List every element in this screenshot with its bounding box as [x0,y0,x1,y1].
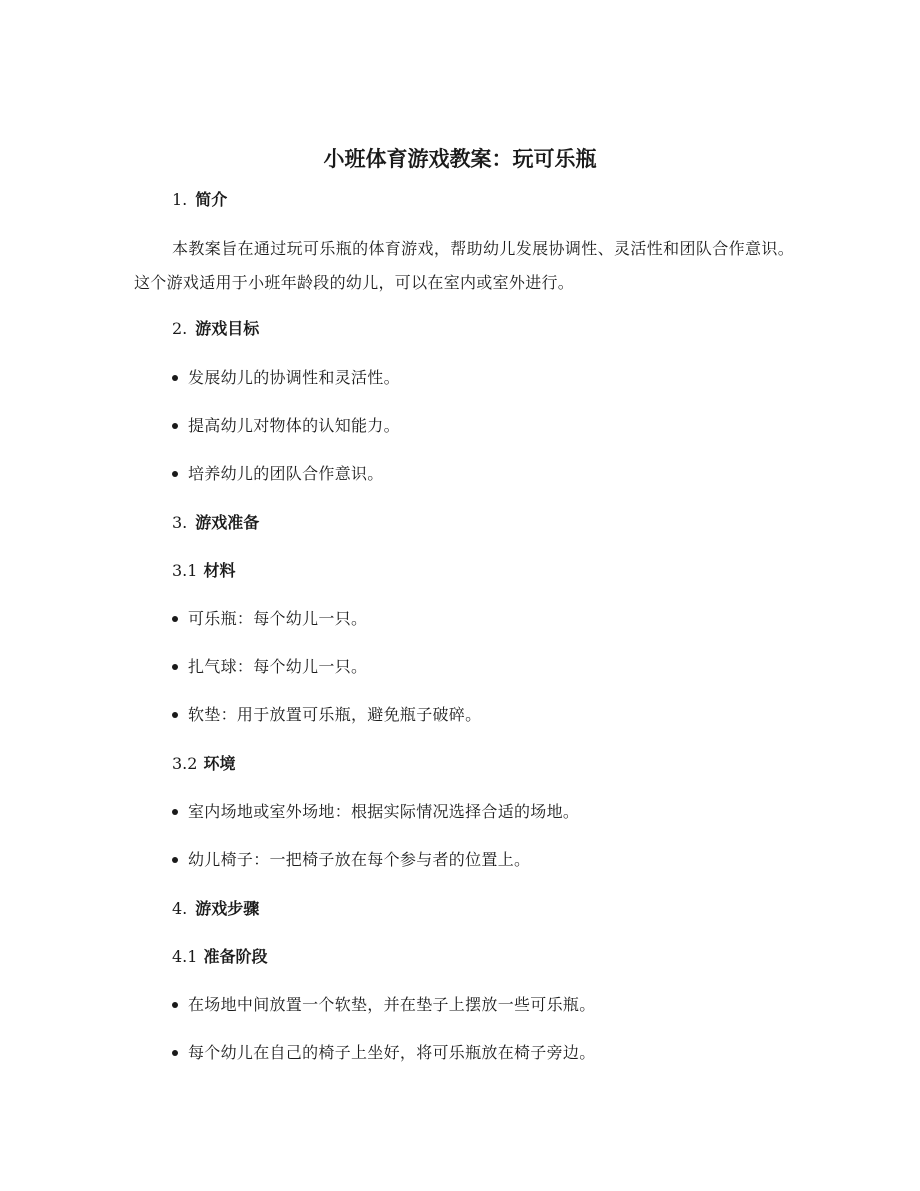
list-item-text: 培养幼儿的团队合作意识。 [188,464,384,483]
list-item-text: 扎气球：每个幼儿一只。 [188,657,368,676]
list-item [172,800,579,824]
subsection-heading-materials [172,559,235,583]
list-item [172,703,481,727]
section-number: 4. [172,899,188,918]
bullet-icon [172,1050,178,1056]
list-item-text: 提高幼儿对物体的认知能力。 [188,416,400,435]
list-item [172,414,400,438]
section-title: 游戏目标 [195,319,260,338]
subsection-title: 准备阶段 [203,947,268,966]
bullet-icon [172,375,178,381]
section-number: 3. [172,513,188,532]
list-item-text: 幼儿椅子：一把椅子放在每个参与者的位置上。 [188,850,531,869]
subsection-number: 3.2 [172,754,198,773]
list-item-text: 软垫：用于放置可乐瓶，避免瓶子破碎。 [188,705,482,724]
list-item [172,1041,596,1065]
list-item-text: 室内场地或室外场地：根据实际情况选择合适的场地。 [188,802,580,821]
section-title: 简介 [195,190,228,209]
section-heading-steps [172,897,259,921]
list-item [172,848,530,872]
bullet-icon [172,712,178,718]
list-item [172,366,400,390]
bullet-icon [172,471,178,477]
bullet-icon [172,616,178,622]
bullet-icon [172,809,178,815]
section-title: 游戏准备 [195,513,260,532]
section-title: 游戏步骤 [195,899,260,918]
list-item-text: 可乐瓶：每个幼儿一只。 [188,609,368,628]
subsection-number: 4.1 [172,947,198,966]
bullet-icon [172,423,178,429]
section-heading-goals [172,317,259,341]
subsection-title: 材料 [203,561,236,580]
section-number: 1. [172,190,188,209]
list-item [172,462,384,486]
subsection-heading-preparation-phase [172,945,267,969]
bullet-icon [172,664,178,670]
subsection-number: 3.1 [172,561,198,580]
list-item-text: 每个幼儿在自己的椅子上坐好，将可乐瓶放在椅子旁边。 [188,1043,596,1062]
list-item [172,655,367,679]
subsection-heading-environment [172,752,235,776]
subsection-title: 环境 [203,754,236,773]
list-item-text: 在场地中间放置一个软垫，并在垫子上摆放一些可乐瓶。 [188,995,596,1014]
list-item [172,993,596,1017]
bullet-icon [172,857,178,863]
intro-paragraph: 本教案旨在通过玩可乐瓶的体育游戏，帮助幼儿发展协调性、灵活性和团队合作意识。这个游戏适用于小班年龄段的幼儿，可以在室内或室外进行。 [134,239,794,292]
section-heading-intro [172,188,227,212]
list-item [172,607,367,631]
document-title: 小班体育游戏教案：玩可乐瓶 [323,146,597,171]
list-item-text: 发展幼儿的协调性和灵活性。 [188,368,400,387]
section-heading-preparation [172,511,259,535]
bullet-icon [172,1002,178,1008]
section-number: 2. [172,319,188,338]
